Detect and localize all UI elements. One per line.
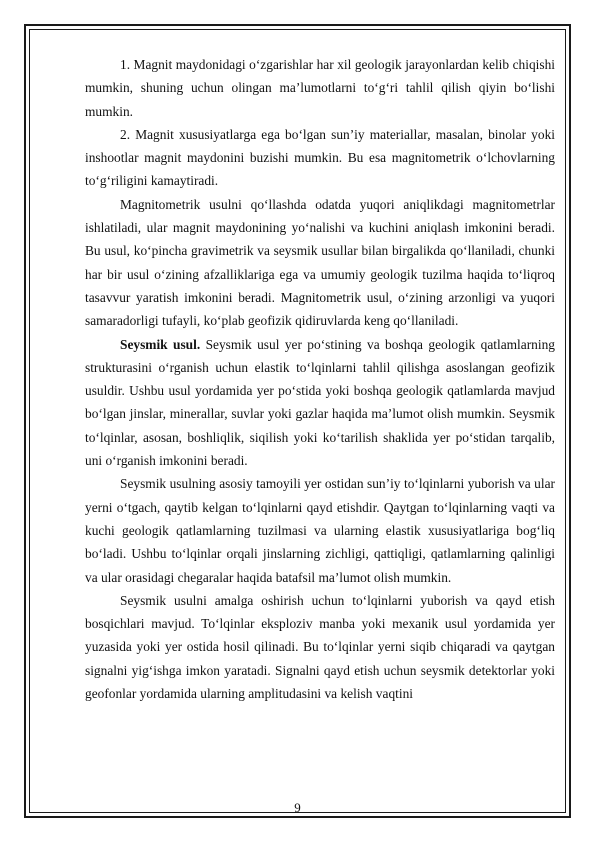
paragraph-seismic-principle — [85, 472, 555, 588]
page-body — [85, 53, 555, 705]
paragraph-text: Seysmik usul yer po‘stining va boshqa geologik qatlamlarning strukturasini o‘rganish uchun elastik to‘lqinlarni tahlil qilishga asoslangan geofizik usuldir. Ushbu usul yordamida yer po‘stida yoki boshqa geologik qatlamlarda mavjud bo‘lgan jinslar, minerallar, suvlar yoki gazlar haqida ma’lumot olish mumkin. Seysmik to‘lqinlar, asosan, boshliqlik, siqilish yoki ko‘tarilish shaklida yer po‘stidan tarqalib, uni o‘rganish imkonini beradi. — [85, 336, 555, 469]
paragraph-list-item-1 — [85, 53, 555, 123]
paragraph-text: Seysmik usulning asosiy tamoyili yer ostidan sun’iy to‘lqinlarni yuborish va ular yerni o‘tgach, qaytib kelgan to‘lqinlarni qayd etishdir. Qaytgan to‘lqinlarning vaqti va kuchi geologik qatlamlarning tuzilmasi va ularning elastik xususiyatlariga bog‘liq bo‘ladi. Ushbu to‘lqinlar orqali jinslarning zichligi, qattiqligi, qatlamlarning qalinligi va ular orasidagi chegaralar haqida batafsil ma’lumot olish mumkin. — [85, 476, 555, 585]
paragraph-text: Magnitometrik usulni qo‘llashda odatda yuqori aniqlikdagi magnitometrlar ishlatiladi, ular magnit maydonining yo‘nalishi va kuchini aniqlash imkonini beradi. Bu usul, ko‘pincha gravimetrik va seysmik usullar bilan birgalikda qo‘llaniladi, chunki har bir usul o‘zining afzalliklariga ega va umumiy geologik tuzilma haqida to‘liqroq tasavvur yaratish imkonini beradi. Magnitometrik usul, o‘zining arzonligi va yuqori samaradorligi tufayli, ko‘plab geofizik qidiruvlarda keng qo‘llaniladi. — [85, 196, 555, 329]
page-number: 9 — [294, 800, 301, 815]
paragraph-text: 2. Magnit xususiyatlarga ega bo‘lgan sun’iy materiallar, masalan, binolar yoki inshootlar magnit maydonini buzishi mumkin. Bu esa magnitometrik o‘lchovlarning to‘g‘riligini kamaytiradi. — [85, 126, 555, 189]
paragraph-list-item-2 — [85, 123, 555, 193]
section-heading-seismic: Seysmik usul. — [120, 336, 201, 352]
paragraph-magnitometric-usage — [85, 193, 555, 333]
paragraph-text: 1. Magnit maydonidagi o‘zgarishlar har xil geologik jarayonlardan kelib chiqishi mumkin, shuning uchun olingan ma’lumotlarni to‘g‘ri tahlil qilish qiyin bo‘lishi mumkin. — [85, 57, 555, 119]
paragraph-text: Seysmik usulni amalga oshirish uchun to‘lqinlarni yuborish va qayd etish bosqichlari mavjud. To‘lqinlar eksploziv manba yoki mexanik usul yordamida yer yuzasida yoki yer ostida hosil qilinadi. Bu to‘lqinlar yerni siqib chiqaradi va qaytgan signalni yig‘ishga imkon yaratadi. Signalni qayd etish uchun seysmik detektorlar yoki geofonlar yordamida ularning amplitudasini va kelish vaqtini — [85, 592, 555, 702]
paragraph-seismic-steps — [85, 589, 555, 705]
paragraph-seismic-intro — [85, 333, 555, 473]
